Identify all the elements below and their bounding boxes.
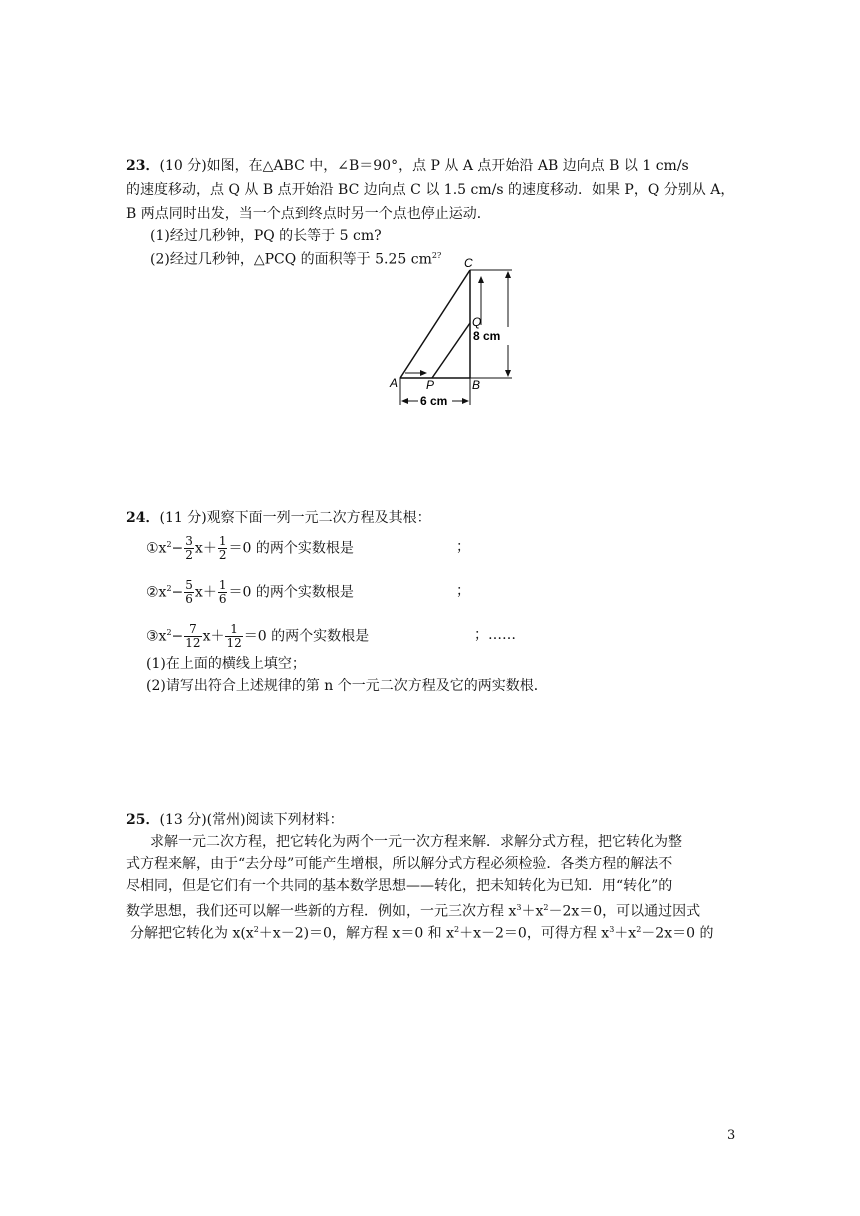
eq1-mark: ①x (146, 540, 167, 557)
eq1-tail: ＝0 的两个实数根是 (228, 540, 354, 557)
q25-p2: 式方程来解，由于“去分母”可能产生增根，所以解分式方程必须检验．各类方程的解法不 (126, 856, 673, 872)
q24-eq2 (146, 574, 354, 608)
q25-p4 (126, 898, 700, 922)
label-p: P (426, 378, 435, 392)
dim-bc-arrow-up-icon (505, 271, 511, 278)
eq3-end: ；…… (474, 627, 516, 643)
q25-p4-sup3: 3 (516, 903, 522, 912)
dim-ab-label: 6 cm (420, 394, 448, 408)
q25-p5d: ＋x (614, 925, 637, 942)
q25-p5 (130, 920, 713, 944)
segment-pq (432, 323, 470, 378)
eq1-minus: − (171, 540, 184, 557)
p-arrow-head-icon (420, 370, 427, 376)
q25-p5-sup-d: 2 (636, 925, 642, 934)
eq1-sup: 2 (166, 540, 172, 549)
eq3-mark: ③x (146, 628, 167, 645)
eq2-frac1-den: 6 (185, 592, 193, 607)
eq2-sup: 2 (166, 584, 172, 593)
q25-p5-sup-b: 2 (454, 925, 460, 934)
q25-p5-sup-c: 3 (609, 925, 615, 934)
triangle-figure (380, 255, 520, 415)
eq3-frac2-den: 12 (226, 636, 242, 651)
q25-p1: 求解一元二次方程，把它转化为两个一元一次方程来解．求解分式方程，把它转化为整 (150, 834, 682, 850)
q25-p5c: ＋x－2＝0，可得方程 x (459, 925, 610, 942)
eq1-frac1 (184, 535, 194, 562)
eq3-frac1 (184, 623, 201, 650)
eq1-frac2-num: 1 (218, 534, 227, 549)
q23-sub2-sup: 2? (431, 251, 442, 260)
eq2-frac2-den: 6 (218, 592, 227, 607)
q23-line2: 的速度移动，点 Q 从 B 点开始沿 BC 边向点 C 以 1.5 cm/s 的速度移动．如果 P，Q 分别从 A， (126, 182, 735, 198)
eq2-frac1 (184, 579, 194, 606)
eq2-x: x＋ (194, 584, 217, 601)
q25-p4c: －2x＝0，可以通过因式 (548, 903, 701, 920)
label-b: B (472, 378, 481, 392)
eq3-sup: 2 (166, 628, 172, 637)
eq3-frac1-num: 7 (184, 623, 201, 637)
q23-number: 23． (126, 158, 160, 174)
eq3-minus: − (171, 628, 184, 645)
q23-sub1: (1)经过几秒钟，PQ 的长等于 5 cm? (150, 228, 382, 244)
q25-intro: (13 分)(常州)阅读下列材料： (159, 812, 344, 828)
eq1-frac2-den: 2 (218, 548, 227, 563)
eq1-frac2 (218, 535, 228, 562)
q24-intro-line (126, 508, 431, 528)
q25-p5-sup-a: 2 (253, 925, 259, 934)
q23-line3: B 两点同时出发，当一个点到终点时另一个点也停止运动． (126, 206, 491, 222)
q-arrow-head-icon (478, 276, 484, 283)
eq2-frac2 (218, 579, 228, 606)
q24-eq1 (146, 530, 354, 564)
dim-bc-arrow-down-icon (505, 370, 511, 377)
q25-p5b: ＋x－2)＝0，解方程 x＝0 和 x (258, 925, 455, 942)
q25-p4a: 数学思想，我们还可以解一些新的方程．例如，一元三次方程 x (126, 903, 517, 920)
eq3-tail: ＝0 的两个实数根是 (243, 628, 370, 645)
label-c: C (464, 256, 473, 270)
eq1-frac1-num: 3 (185, 534, 193, 549)
eq3-frac1-den: 12 (185, 636, 201, 651)
q24-eq3 (146, 618, 369, 652)
q23-line1 (126, 156, 689, 176)
q23-text-1: (10 分)如图，在△ABC 中，∠B＝90°，点 P 从 A 点开始沿 AB 边向点 B 以 1 cm/s (159, 158, 689, 174)
label-a: A (390, 376, 399, 390)
side-ac (400, 270, 470, 378)
q23-sub2-text: (2)经过几秒钟，△PCQ 的面积等于 5.25 cm (150, 251, 432, 268)
eq3-frac2 (225, 623, 242, 650)
q24-sub2: (2)请写出符合上述规律的第 n 个一元二次方程及它的两实数根． (146, 678, 548, 694)
eq2-tail: ＝0 的两个实数根是 (228, 584, 354, 601)
q25-p3: 尽相同，但是它们有一个共同的基本数学思想——转化，把未知转化为已知．用“转化”的 (126, 878, 673, 894)
eq2-mark: ②x (146, 584, 167, 601)
q25-p5a: 分解把它转化为 x(x (130, 925, 254, 942)
page-number: 3 (727, 1128, 736, 1143)
dim-bc-label: 8 cm (473, 329, 501, 343)
q25-number: 25． (126, 812, 160, 828)
q25-p4-sup2: 2 (543, 903, 549, 912)
q24-intro: (11 分)观察下面一列一元二次方程及其根： (159, 510, 431, 526)
label-q: Q (472, 315, 482, 329)
q25-p5e: －2x＝0 的 (641, 925, 714, 942)
eq1-frac1-den: 2 (185, 548, 193, 563)
eq1-end: ； (456, 539, 470, 555)
eq2-minus: − (171, 584, 184, 601)
q24-number: 24． (126, 510, 160, 526)
eq3-frac2-num: 1 (225, 623, 242, 637)
eq3-x: x＋ (202, 628, 225, 645)
eq2-frac2-num: 1 (218, 578, 227, 593)
eq2-frac1-num: 5 (185, 578, 193, 593)
eq2-end: ； (456, 583, 470, 599)
dim-ab-arrow-right-icon (462, 398, 469, 404)
eq1-x: x＋ (194, 540, 217, 557)
dim-ab-arrow-left-icon (401, 398, 408, 404)
q25-p4b: ＋x (521, 903, 544, 920)
q24-sub1: (1)在上面的横线上填空； (146, 656, 306, 672)
q25-intro-line (126, 810, 344, 830)
